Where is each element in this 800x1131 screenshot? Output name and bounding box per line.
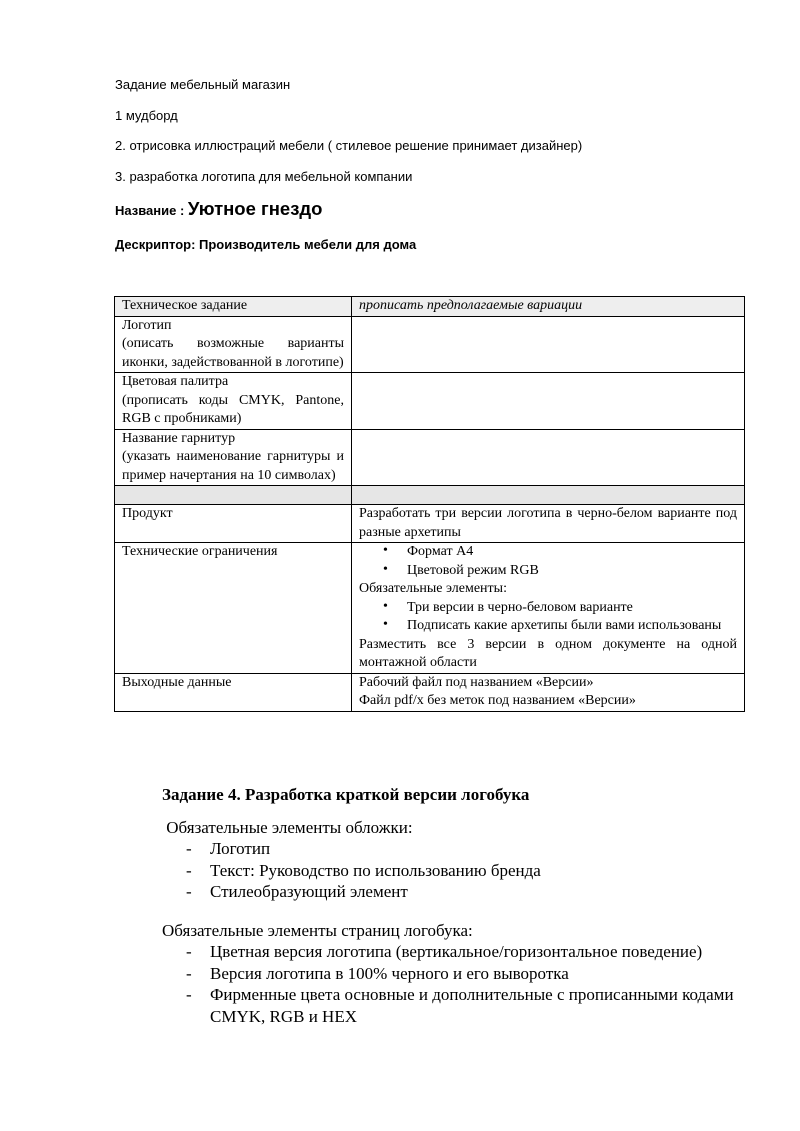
list-item: • Формат А4 (407, 543, 737, 562)
list-item: • Три версии в черно-беловом варианте (407, 599, 737, 618)
palette-cell (115, 373, 352, 430)
task4-section (162, 784, 742, 1027)
list-item: - Логотип (210, 838, 742, 860)
cover-list (162, 838, 742, 903)
brand-name-line (115, 198, 323, 219)
logo-variations-cell (352, 316, 745, 373)
placement-note: Разместить все 3 версии в одном документе на одной монтажной области (359, 636, 737, 670)
header-left-cell: Техническое задание (115, 297, 352, 317)
palette-title: Цветовая палитра (122, 374, 229, 389)
task-item-2: 2. отрисовка иллюстраций мебели ( стилевое решение принимает дизайнер) (115, 138, 583, 153)
logo-desc: (описать возможные варианты иконки, задействованной в логотипе) (122, 336, 344, 370)
constraints-list (359, 543, 737, 580)
pages-list (162, 941, 740, 1027)
table-row (115, 505, 745, 543)
required-list (359, 599, 737, 636)
constraints-label: Технические ограничения (115, 543, 352, 674)
list-item: - Фирменные цвета основные и дополнительные с прописанными кодами CMYK, RGB и HEX (210, 984, 740, 1027)
required-label: Обязательные элементы: (359, 581, 507, 596)
brand-name-label: Название : (115, 203, 188, 218)
task-item-1: 1 мудборд (115, 108, 178, 123)
brand-name-value: Уютное гнездо (187, 198, 323, 219)
font-desc: (указать наименование гарнитуры и пример начертания на 10 символах) (122, 449, 344, 483)
list-item: - Цветная версия логотипа (вертикальное/горизонтальное поведение) (210, 941, 740, 963)
list-item: - Текст: Руководство по использованию бренда (210, 860, 742, 882)
table-header-row (115, 297, 745, 317)
logo-cell (115, 316, 352, 373)
separator-cell (352, 486, 745, 505)
spec-table (114, 296, 745, 712)
descriptor: Дескриптор: Производитель мебели для дома (115, 237, 417, 252)
assignment-title: Задание мебельный магазин (115, 77, 291, 92)
output-line-2: Файл pdf/x без меток под названием «Версии» (359, 693, 636, 708)
table-row (115, 373, 745, 430)
output-line-1: Рабочий файл под названием «Версии» (359, 674, 594, 690)
pages-label: Обязательные элементы страниц логобука: (162, 920, 473, 940)
header-right-cell: прописать предполагаемые вариации (352, 297, 745, 317)
product-label: Продукт (115, 505, 352, 543)
output-label: Выходные данные (115, 673, 352, 711)
output-cell (352, 673, 745, 711)
separator-cell (115, 486, 352, 505)
table-row (115, 673, 745, 711)
font-variations-cell (352, 429, 745, 486)
palette-desc: (прописать коды CMYK, Pantone, RGB с пробниками) (122, 392, 344, 426)
table-row (115, 543, 745, 674)
cover-label: Обязательные элементы обложки: (162, 817, 413, 837)
task-item-3: 3. разработка логотипа для мебельной компании (115, 169, 413, 184)
constraints-cell (352, 543, 745, 674)
list-item: • Подписать какие архетипы были вами использованы (407, 617, 737, 636)
list-item: • Цветовой режим RGB (407, 562, 737, 581)
table-row (115, 316, 745, 373)
logo-title: Логотип (122, 317, 172, 333)
separator-row (115, 486, 745, 505)
font-title: Название гарнитур (122, 430, 236, 446)
palette-variations-cell (352, 373, 745, 430)
list-item: - Версия логотипа в 100% черного и его выворотка (210, 963, 740, 985)
product-value: Разработать три версии логотипа в черно-белом варианте под разные архетипы (352, 505, 745, 543)
font-cell (115, 429, 352, 486)
table-row (115, 429, 745, 486)
list-item: - Стилеобразующий элемент (210, 881, 742, 903)
task4-heading: Задание 4. Разработка краткой версии логобука (162, 785, 530, 804)
